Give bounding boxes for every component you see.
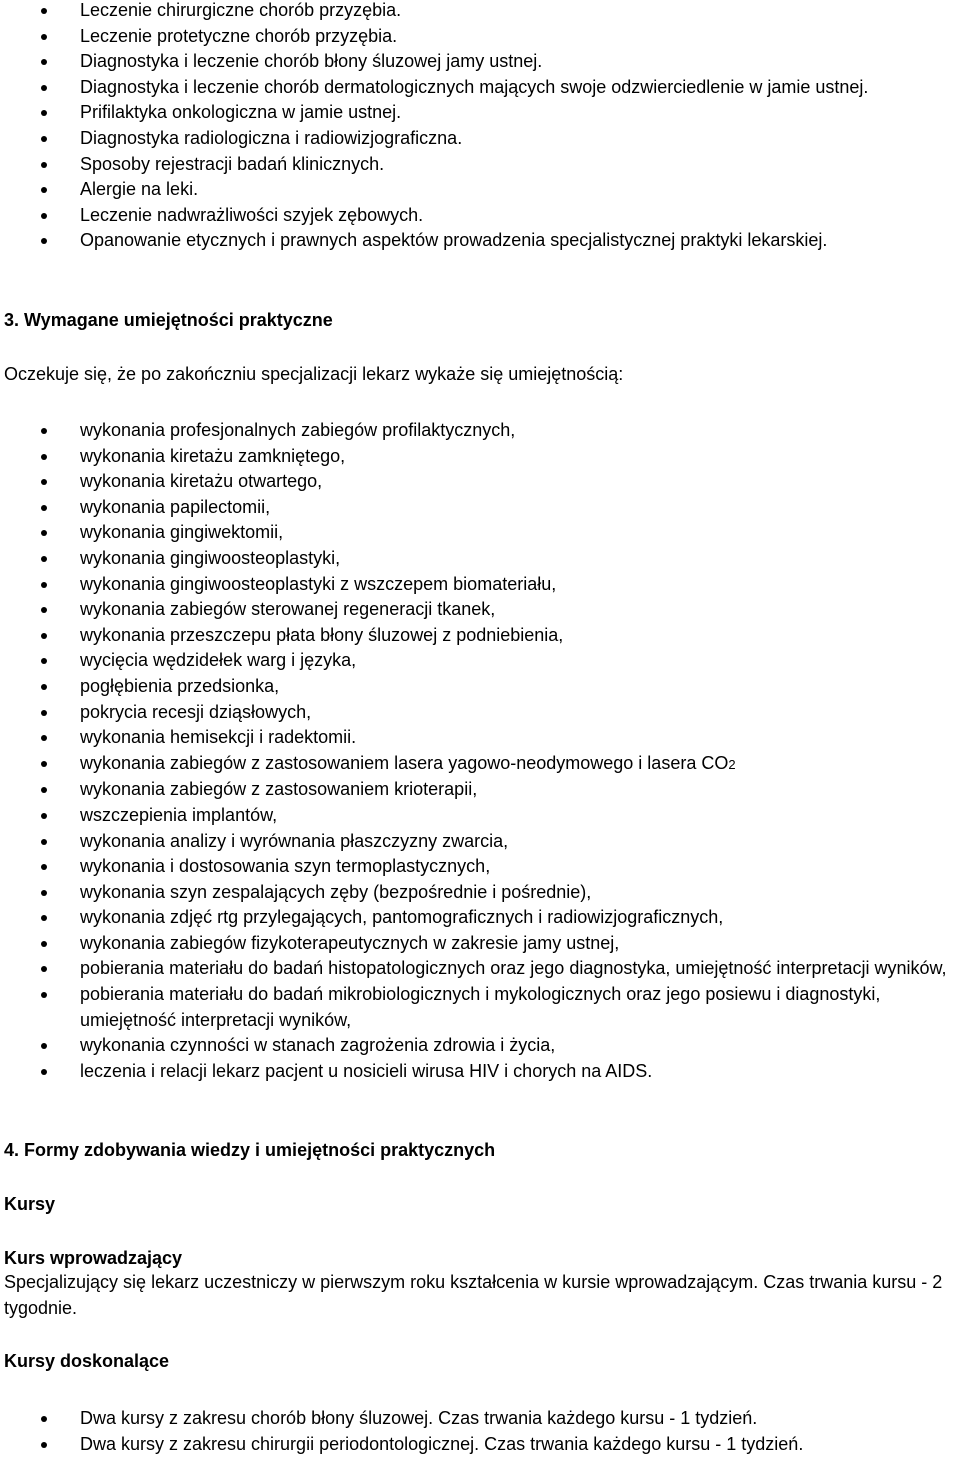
list-item: [0, 1432, 960, 1457]
list-item: [0, 623, 960, 649]
bullet-icon: [41, 813, 47, 819]
list-item: [0, 648, 960, 674]
section-3-intro: Oczekuje się, że po zakończniu specjalizacji lekarz wykaże się umiejętnością:: [4, 364, 624, 384]
bullet-icon: [41, 787, 47, 793]
bullet-icon: [41, 556, 47, 562]
list-item-text: wycięcia wędzidełek warg i języka,: [80, 650, 357, 671]
list-item-text: wykonania kiretażu zamkniętego,: [80, 445, 346, 466]
list-item-text: Prifilaktyka onkologiczna w jamie ustnej.: [80, 102, 402, 123]
bullet-icon: [41, 582, 47, 588]
bullet-icon: [41, 530, 47, 536]
bullet-icon: [41, 110, 47, 116]
list-item: [0, 1059, 960, 1085]
list-item: [0, 1406, 960, 1432]
bullet-icon: [41, 684, 47, 690]
list-item: [0, 444, 960, 470]
list-item: [0, 674, 960, 700]
list-item: [0, 0, 960, 24]
list-item-text: Leczenie nadwrażliwości szyjek zębowych.: [80, 204, 424, 225]
bullet-icon: [41, 428, 47, 434]
list-item: [0, 829, 960, 855]
bullet-icon: [41, 735, 47, 741]
list-item: [0, 228, 960, 254]
list-item: [0, 469, 960, 495]
bullet-icon: [41, 1043, 47, 1049]
bullet-icon: [41, 633, 47, 639]
bullet-icon: [41, 761, 47, 767]
list-item-text: pogłębienia przedsionka,: [80, 675, 280, 696]
bullet-icon: [41, 1442, 47, 1448]
list-item-text: wykonania gingiwektomii,: [80, 522, 284, 543]
list-item-text: Diagnostyka radiologiczna i radiowizjograficzna.: [80, 127, 463, 148]
list-item-text: wykonania papilectomii,: [80, 496, 271, 517]
bullet-icon: [41, 915, 47, 921]
section-3-heading: 3. Wymagane umiejętności praktyczne: [4, 310, 333, 330]
list-item-text: wykonania i dostosowania szyn termoplastycznych,: [80, 856, 491, 877]
list-item: [0, 777, 960, 803]
co2-subscript: 2: [728, 756, 736, 772]
list-item: [0, 854, 960, 880]
list-item-text: Diagnostyka i leczenie chorób dermatologicznych mających swoje odzwierciedlenie w jamie ustnej.: [80, 76, 869, 97]
list-item-text: wykonania gingiwoosteoplastyki,: [80, 547, 341, 568]
list-item: [0, 24, 960, 50]
bullet-icon: [41, 238, 47, 244]
list-item-text: Leczenie chirurgiczne chorób przyzębia.: [80, 0, 402, 20]
bullet-icon: [41, 213, 47, 219]
skills-list: [0, 418, 960, 1084]
bullet-icon: [41, 1416, 47, 1422]
bullet-icon: [41, 658, 47, 664]
intro-course-text: Specjalizujący się lekarz uczestniczy w pierwszym roku kształcenia w kursie wprowadzającym. Czas trwania kursu - 2 tygodnie.: [4, 1272, 943, 1318]
list-item-text: Opanowanie etycznych i prawnych aspektów prowadzenia specjalistycznej praktyki lekarskiej.: [80, 230, 828, 251]
list-item: [0, 49, 960, 75]
list-item: [0, 75, 960, 101]
list-item: [0, 520, 960, 546]
list-item-text: Leczenie protetyczne chorób przyzębia.: [80, 25, 398, 46]
bullet-icon: [41, 966, 47, 972]
bullet-icon: [41, 187, 47, 193]
bullet-icon: [41, 479, 47, 485]
bullet-icon: [41, 505, 47, 511]
list-item-text: wykonania zabiegów z zastosowaniem krioterapii,: [80, 779, 478, 800]
list-item: [0, 572, 960, 598]
list-item-text: wykonania zabiegów fizykoterapeutycznych w zakresie jamy ustnej,: [80, 932, 620, 953]
advanced-courses-list: [0, 1406, 960, 1457]
topics-list: [0, 0, 960, 254]
list-item-text: Alergie na leki.: [80, 179, 199, 200]
bullet-icon: [41, 1069, 47, 1075]
list-item-text: leczenia i relacji lekarz pacjent u nosicieli wirusa HIV i chorych na AIDS.: [80, 1060, 653, 1081]
list-item-text: wykonania kiretażu otwartego,: [80, 471, 323, 492]
list-item-text: wykonania czynności w stanach zagrożenia zdrowia i życia,: [80, 1035, 556, 1056]
list-item-text: pobierania materiału do badań mikrobiologicznych i mykologicznych oraz jego posiewu i diagnostyki, umiejętność interpretacji wyników,: [80, 984, 881, 1030]
bullet-icon: [41, 454, 47, 460]
bullet-icon: [41, 162, 47, 168]
list-item-text: wykonania hemisekcji i radektomii.: [80, 727, 357, 748]
list-item-text: pokrycia recesji dziąsłowych,: [80, 701, 312, 722]
list-item-text: wykonania zabiegów sterowanej regeneracji tkanek,: [80, 599, 496, 620]
list-item-text: wszczepienia implantów,: [80, 804, 278, 825]
list-item: [0, 725, 960, 751]
bullet-icon: [41, 85, 47, 91]
bullet-icon: [41, 864, 47, 870]
list-item-text: Diagnostyka i leczenie chorób błony śluzowej jamy ustnej.: [80, 51, 543, 72]
bullet-icon: [41, 34, 47, 40]
list-item: [0, 1033, 960, 1059]
list-item: [0, 203, 960, 229]
list-item-text: wykonania gingiwoosteoplastyki z wszczepem biomateriału,: [80, 573, 557, 594]
list-item-text: wykonania zdjęć rtg przylegających, pantomograficznych i radiowizjograficznych,: [80, 907, 724, 928]
intro-course-heading: Kurs wprowadzający: [4, 1248, 183, 1268]
list-item: [0, 905, 960, 931]
list-item: [0, 495, 960, 521]
courses-heading: Kursy: [4, 1194, 56, 1214]
list-item-text: wykonania analizy i wyrównania płaszczyzny zwarcia,: [80, 830, 509, 851]
list-item: [0, 931, 960, 957]
list-item-text: pobierania materiału do badań histopatologicznych oraz jego diagnostyka, umiejętność interpretacji wyników,: [80, 958, 947, 979]
list-item: [0, 956, 960, 982]
list-item: [0, 152, 960, 178]
list-item-text: Dwa kursy z zakresu chirurgii periodontologicznej. Czas trwania każdego kursu - 1 tydzień.: [80, 1433, 804, 1454]
list-item-text: wykonania zabiegów z zastosowaniem lasera yagowo-neodymowego i lasera CO: [80, 752, 729, 773]
list-item: [0, 418, 960, 444]
section-4-heading: 4. Formy zdobywania wiedzy i umiejętności praktycznych: [4, 1140, 496, 1160]
list-item-text: wykonania profesjonalnych zabiegów profilaktycznych,: [80, 420, 516, 440]
list-item-text: Dwa kursy z zakresu chorób błony śluzowej. Czas trwania każdego kursu - 1 tydzień.: [80, 1408, 758, 1428]
bullet-icon: [41, 992, 47, 998]
list-item: [0, 880, 960, 906]
list-item-text: Sposoby rejestracji badań klinicznych.: [80, 153, 385, 174]
bullet-icon: [41, 136, 47, 142]
bullet-icon: [41, 941, 47, 947]
list-item: [0, 803, 960, 829]
list-item-text: wykonania szyn zespalających zęby (bezpośrednie i pośrednie),: [80, 881, 592, 902]
advanced-courses-heading: Kursy doskonalące: [4, 1351, 170, 1371]
list-item: [0, 751, 960, 778]
bullet-icon: [41, 710, 47, 716]
list-item: [0, 177, 960, 203]
bullet-icon: [41, 607, 47, 613]
list-item: [0, 982, 960, 1033]
list-item: [0, 546, 960, 572]
list-item: [0, 700, 960, 726]
list-item: [0, 100, 960, 126]
bullet-icon: [41, 890, 47, 896]
bullet-icon: [41, 8, 47, 14]
list-item: [0, 597, 960, 623]
bullet-icon: [41, 839, 47, 845]
bullet-icon: [41, 59, 47, 65]
list-item: [0, 126, 960, 152]
list-item-text: wykonania przeszczepu płata błony śluzowej z podniebienia,: [80, 624, 564, 645]
